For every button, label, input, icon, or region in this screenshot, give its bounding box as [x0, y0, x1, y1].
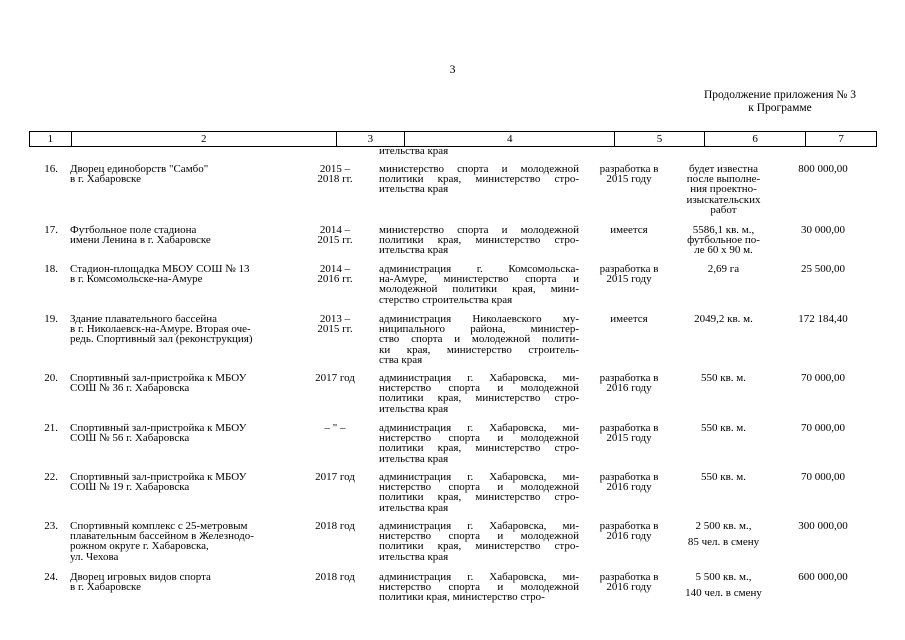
object-name-cell-line: Здание плавательного бассейна: [70, 313, 218, 325]
capacity-cell-line: 2 500 кв. м.,: [695, 520, 752, 532]
responsible-executor-cell: [379, 225, 579, 256]
responsible-executor-cell-line: администрация г. Хабаровска, ми-: [379, 422, 579, 434]
capacity-cell-line: 140 чел. в смену: [685, 587, 762, 600]
capacity-cell: [677, 472, 770, 482]
cost-cell: [778, 572, 868, 582]
responsible-executor-cell-line: ства края: [379, 353, 423, 366]
responsible-executor-cell-line: администрация г. Хабаровска, ми-: [379, 520, 579, 532]
responsible-executor-cell-line: нистерство спорта и молодежной: [379, 382, 579, 395]
capacity-cell: [677, 225, 770, 256]
row-number: [38, 264, 58, 274]
cost-cell: [778, 264, 868, 274]
cost-cell-line: 800 000,00: [798, 163, 848, 175]
construction-period-cell-line: 2017 год: [315, 471, 355, 483]
page-number: 3: [449, 62, 456, 76]
object-name-cell-line: Спортивный зал-пристройка к МБОУ: [70, 471, 247, 483]
capacity-cell: [677, 314, 770, 324]
row-number: [38, 572, 58, 582]
cost-cell-line: 70 000,00: [801, 372, 845, 384]
project-status-cell-line: разработка в: [599, 372, 659, 384]
cost-cell-line: 25 500,00: [801, 263, 845, 275]
responsible-executor-cell-line: администрация Николаевского му-: [379, 313, 579, 325]
responsible-executor-cell-line: политики края, министерство стро-: [379, 540, 579, 553]
object-name-cell: [70, 314, 295, 345]
construction-period-cell-line: 2014 –: [319, 263, 351, 275]
row-number: [38, 225, 58, 235]
appendix-header: [690, 89, 870, 115]
cost-cell-line: 30 000,00: [801, 224, 845, 236]
construction-period-cell: [306, 373, 364, 383]
capacity-cell: [677, 373, 770, 383]
column-number-header: [29, 131, 877, 147]
responsible-executor-cell-line: администрация г. Хабаровска, ми-: [379, 372, 579, 384]
construction-period-cell: [306, 225, 364, 245]
responsible-executor-cell-line: ительства края: [379, 183, 449, 196]
row-number: [38, 521, 58, 531]
project-status-cell-line: разработка в: [599, 422, 659, 434]
responsible-executor-cell-line: администрация г. Комсомольска-: [379, 263, 579, 275]
construction-period-cell: [306, 521, 364, 531]
project-status-cell-line: разработка в: [599, 571, 659, 583]
capacity-cell-line: 2,69 га: [707, 263, 740, 275]
responsible-executor-cell: [379, 521, 579, 562]
row-number: [38, 164, 58, 174]
construction-period-cell: [306, 164, 364, 184]
object-name-cell-line: ул. Чехова: [70, 550, 119, 563]
responsible-executor-cell-line: политики края, министерство стро-: [379, 491, 579, 504]
column-4-header: 4: [405, 132, 615, 146]
capacity-cell: [677, 521, 770, 547]
construction-period-cell-line: 2018 год: [315, 571, 355, 583]
construction-period-cell-line: 2015 –: [319, 163, 351, 175]
cost-cell-line: 300 000,00: [798, 520, 848, 532]
construction-period-cell-line: 2014 –: [319, 224, 351, 236]
project-status-cell-line: 2016 году: [606, 382, 652, 395]
object-name-cell-line: плавательным бассейном в Железнодо-: [70, 530, 254, 543]
column-1-header: 1: [30, 132, 72, 146]
construction-period-cell: [306, 314, 364, 334]
construction-period-cell: [306, 264, 364, 284]
responsible-executor-cell: [379, 264, 579, 305]
responsible-executor-cell-line: ки края, министерство строитель-: [379, 343, 579, 356]
project-status-cell-line: разработка в: [599, 520, 659, 532]
capacity-cell-line: ния проектно-: [690, 183, 757, 196]
cost-cell: [778, 314, 868, 324]
object-name-cell-line: СОШ № 36 г. Хабаровска: [70, 382, 190, 395]
capacity-cell-line: 2049,2 кв. м.: [694, 313, 753, 325]
row-number-line: 19.: [44, 313, 58, 325]
column-7-header: 7: [838, 133, 844, 145]
project-status-cell: [589, 314, 669, 324]
project-status-cell: [589, 472, 669, 492]
row-number-line: 16.: [44, 163, 58, 175]
capacity-cell-line: после выполне-: [686, 173, 761, 186]
capacity-cell-line: 550 кв. м.: [701, 372, 746, 384]
object-name-cell: [70, 472, 295, 492]
object-name-cell-line: в г. Комсомольске-на-Амуре: [70, 273, 203, 286]
object-name-cell: [70, 423, 295, 443]
responsible-executor-cell-line: нистерство спорта и молодежной: [379, 432, 579, 445]
project-status-cell: [589, 225, 669, 235]
responsible-executor-cell: [379, 164, 579, 195]
row-number-line: 24.: [44, 571, 58, 583]
responsible-executor-cell-line: молодежной политики края, мини-: [379, 283, 579, 296]
row-number-line: 21.: [44, 422, 58, 434]
construction-period-cell-line: 2015 гг.: [317, 323, 353, 336]
responsible-executor-cell-line: политики края, министерство стро-: [379, 591, 545, 604]
project-status-cell-line: разработка в: [599, 471, 659, 483]
cost-cell-line: 600 000,00: [798, 571, 848, 583]
construction-period-cell: [306, 572, 364, 582]
responsible-executor-cell-line: политики края, министерство стро-: [379, 392, 579, 405]
object-name-cell-line: в г. Хабаровске: [70, 581, 141, 594]
row-number-line: 22.: [44, 471, 58, 483]
cost-cell: [778, 164, 868, 174]
responsible-executor-cell-line: нистерство спорта и молодежной: [379, 530, 579, 543]
project-status-cell: [589, 164, 669, 184]
project-status-cell-line: 2016 году: [606, 481, 652, 494]
appendix-header-line1: Продолжение приложения № 3: [703, 89, 857, 101]
column-5-header: 5: [615, 132, 705, 146]
construction-period-cell-line: 2013 –: [319, 313, 351, 325]
responsible-executor-cell-line: нистерство спорта и молодежной: [379, 481, 579, 494]
object-name-cell: [70, 264, 295, 284]
cost-cell: [778, 521, 868, 531]
project-status-cell-line: 2015 году: [606, 432, 652, 445]
responsible-executor-cell: [379, 314, 579, 365]
responsible-executor-cell: [379, 373, 579, 414]
capacity-cell-line: футбольное по-: [687, 234, 760, 247]
row-number-line: 18.: [44, 263, 58, 275]
project-status-cell: [589, 572, 669, 592]
row-number-line: 20.: [44, 372, 58, 384]
cost-cell: [778, 225, 868, 235]
project-status-cell: [589, 423, 669, 443]
responsible-executor-cell-line: ительства края: [379, 501, 449, 514]
project-status-cell-line: имеется: [610, 224, 648, 236]
object-name-cell-line: редь. Спортивный зал (реконструкция): [70, 333, 253, 346]
responsible-executor-cell-line: администрация г. Хабаровска, ми-: [379, 571, 579, 583]
object-name-cell-line: Спортивный зал-пристройка к МБОУ: [70, 372, 247, 384]
object-name-cell-line: Стадион-площадка МБОУ СОШ № 13: [70, 263, 250, 275]
capacity-cell-line: 5 500 кв. м.,: [695, 571, 752, 583]
responsible-executor-cell: [379, 423, 579, 464]
construction-period-cell-line: 2018 гг.: [317, 173, 353, 186]
object-name-cell-line: Спортивный зал-пристройка к МБОУ: [70, 422, 247, 434]
responsible-executor-cell-line: ительства края: [379, 452, 449, 465]
responsible-executor-cell-line: министерство спорта и молодежной: [379, 163, 579, 175]
responsible-executor-cell-line: политики края, министерство стро-: [379, 442, 579, 455]
project-status-cell-line: разработка в: [599, 263, 659, 275]
project-status-cell-line: 2015 году: [606, 273, 652, 286]
responsible-executor-cell-line: ниципального района, министер-: [379, 323, 579, 336]
column-2-header: 2: [72, 132, 337, 146]
responsible-executor-cell-line: политики края, министерство стро-: [379, 173, 579, 186]
object-name-cell-line: Дворец игровых видов спорта: [70, 571, 211, 583]
object-name-cell: [70, 373, 295, 393]
project-status-cell-line: 2015 году: [606, 173, 652, 186]
responsible-executor-cell-line: ительства края: [379, 402, 449, 415]
construction-period-cell: [306, 472, 364, 482]
appendix-header-line2: к Программе: [748, 102, 812, 114]
object-name-cell: [70, 572, 295, 592]
project-status-cell-line: имеется: [610, 313, 648, 325]
responsible-executor-cell-line: ительства края: [379, 550, 449, 563]
object-name-cell-line: рожном округе г. Хабаровска,: [70, 540, 209, 553]
object-name-cell-line: Спортивный комплекс с 25-метровым: [70, 520, 248, 532]
row-number: [38, 314, 58, 324]
responsible-executor-cell: [379, 472, 579, 513]
construction-period-cell-line: 2016 гг.: [317, 273, 353, 286]
column-3-header: 3: [337, 132, 406, 146]
responsible-executor-cell-line: ительства края: [379, 244, 449, 257]
capacity-cell-line: работ: [710, 203, 737, 216]
responsible-executor-cell-line: администрация г. Хабаровска, ми-: [379, 471, 579, 483]
capacity-cell-line: изыскательских: [686, 193, 761, 206]
row-number: [38, 423, 58, 433]
responsible-executor-cell-line: политики края, министерство стро-: [379, 234, 579, 247]
construction-period-cell-line: 2018 год: [315, 520, 355, 532]
cost-cell: [778, 373, 868, 383]
capacity-cell: [677, 164, 770, 215]
responsible-executor-cell-line: на-Амуре, министерство спорта и: [379, 273, 579, 286]
capacity-cell: [677, 264, 770, 274]
construction-period-cell-line: 2017 год: [315, 372, 355, 384]
responsible-executor-cell-line: министерство спорта и молодежной: [379, 224, 579, 236]
responsible-executor-cell-line: нистерство спорта и молодежной: [379, 581, 579, 594]
row-number: [38, 472, 58, 482]
capacity-cell: [677, 423, 770, 433]
project-status-cell: [589, 264, 669, 284]
cost-cell-line: 70 000,00: [801, 471, 845, 483]
object-name-cell-line: в г. Хабаровске: [70, 173, 141, 186]
object-name-cell-line: имени Ленина в г. Хабаровске: [70, 234, 211, 247]
row-number: [38, 373, 58, 383]
capacity-cell-line: 5586,1 кв. м.,: [692, 224, 755, 236]
cost-cell: [778, 472, 868, 482]
object-name-cell-line: Дворец единоборств "Самбо": [70, 163, 209, 175]
capacity-cell-line: ле 60 х 90 м.: [694, 244, 753, 257]
cost-cell: [778, 423, 868, 433]
object-name-cell: [70, 164, 295, 184]
project-status-cell: [589, 521, 669, 541]
continuation-text: ительства края: [379, 145, 449, 157]
object-name-cell: [70, 225, 295, 245]
row-number-line: 17.: [44, 224, 58, 236]
construction-period-cell-line: – " –: [324, 422, 346, 434]
capacity-cell: [677, 572, 770, 598]
responsible-executor-cell: [379, 572, 579, 603]
object-name-cell-line: СОШ № 19 г. Хабаровска: [70, 481, 190, 494]
capacity-cell-line: 550 кв. м.: [701, 422, 746, 434]
responsible-executor-cell-line: ство спорта и молодежной полити-: [379, 333, 579, 346]
project-status-cell-line: 2016 году: [606, 530, 652, 543]
construction-period-cell: [306, 423, 364, 433]
responsible-executor-cell-line: стерство строительства края: [379, 293, 513, 306]
object-name-cell: [70, 521, 295, 562]
project-status-cell: [589, 373, 669, 393]
object-name-cell-line: СОШ № 56 г. Хабаровска: [70, 432, 190, 445]
project-status-cell-line: разработка в: [599, 163, 659, 175]
cost-cell-line: 70 000,00: [801, 422, 845, 434]
cost-cell-line: 172 184,40: [798, 313, 848, 325]
capacity-cell-line: будет известна: [689, 163, 758, 175]
construction-period-cell-line: 2015 гг.: [317, 234, 353, 247]
project-status-cell-line: 2016 году: [606, 581, 652, 594]
row-number-line: 23.: [44, 520, 58, 532]
column-6-header: 6: [705, 132, 807, 146]
capacity-cell-line: 85 чел. в смену: [687, 536, 760, 549]
capacity-cell-line: 550 кв. м.: [701, 471, 746, 483]
object-name-cell-line: в г. Николаевск-на-Амуре. Вторая оче-: [70, 323, 251, 336]
object-name-cell-line: Футбольное поле стадиона: [70, 224, 197, 236]
